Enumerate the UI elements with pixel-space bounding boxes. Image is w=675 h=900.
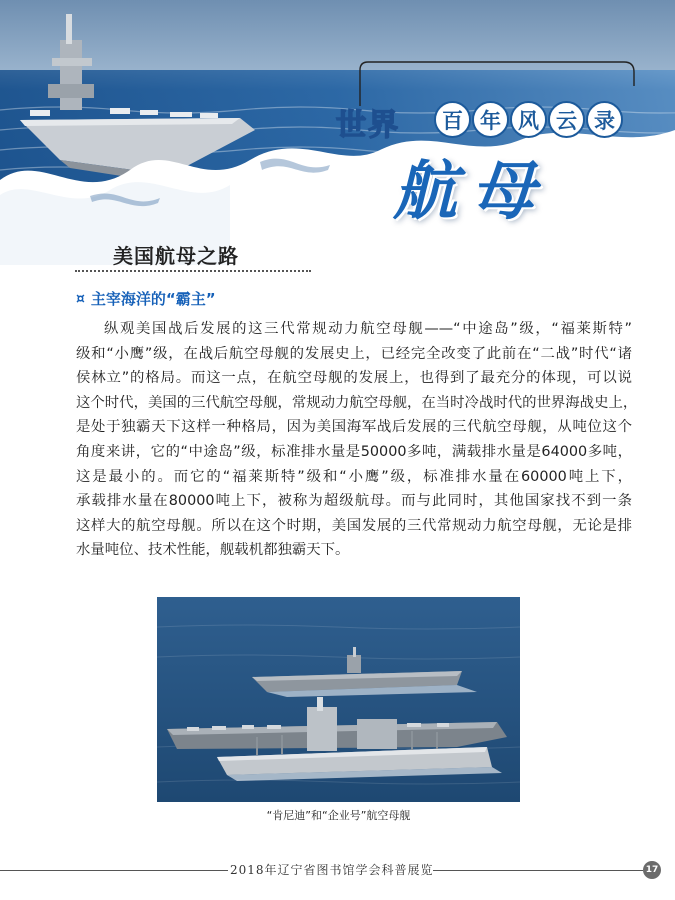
footer-rule-left — [0, 870, 228, 871]
header-title-big: 航母 — [393, 154, 549, 229]
body-paragraph — [76, 317, 638, 563]
subtitle-char: 年 — [472, 101, 509, 138]
body-line: 这样大的航空母舰。所以在这个时期，美国发展的三代常规动力航空母舰，无论是排 — [76, 517, 632, 534]
body-line: 级和“小鹰”级，在战后航空母舰的发展史上，已经完全改变了此前在“二战”时代“诸 — [76, 345, 632, 362]
subtitle-char: 录 — [586, 101, 623, 138]
header-title-small: 世界 — [336, 108, 400, 143]
carrier-photo — [157, 597, 520, 802]
footer-rule-right — [433, 870, 643, 871]
body-line: 承载排水量在80000吨上下，被称为超级航母。而与此同时，其他国家找不到一条 — [76, 493, 632, 510]
currency-sign-icon: ¤ — [76, 290, 85, 307]
body-line: 角度来讲，它的“中途岛”级，标准排水量是50000多吨，满载排水量是64000多吨， — [76, 443, 632, 460]
photo-caption: “肯尼迪”和“企业号”航空母舰 — [266, 809, 411, 822]
carrier-photo-image — [157, 597, 520, 802]
body-line: 水量吨位、技术性能，舰载机都独霸天下。 — [76, 542, 350, 559]
footer-text: 2018年辽宁省图书馆学会科普展览 — [230, 863, 434, 877]
subheading-text: 主宰海洋的“霸主” — [90, 290, 216, 308]
section-divider — [75, 270, 311, 272]
subheading — [76, 288, 216, 309]
body-line: 侯林立”的格局。而这一点，在航空母舰的发展上，也得到了最充分的体现，可以说 — [76, 370, 632, 387]
subtitle-char: 云 — [548, 101, 585, 138]
section-title: 美国航母之路 — [113, 244, 239, 268]
subtitle-char: 风 — [510, 101, 547, 138]
header-subtitle — [434, 101, 623, 135]
body-line: 这是最小的。而它的“福莱斯特”级和“小鹰”级，标准排水量在60000吨上下， — [76, 468, 632, 485]
body-line: 纵观美国战后发展的这三代常规动力航空母舰——“中途岛”级，“福莱斯特” — [104, 321, 632, 337]
subtitle-char: 百 — [434, 101, 471, 138]
page-number: 17 — [643, 861, 661, 879]
body-line: 是处于独霸天下这样一种格局，因为美国海军战后发展的三代航空母舰，从吨位这个 — [76, 419, 632, 436]
body-line: 这个时代，美国的三代航空母舰，常规动力航空母舰，在当时冷战时代的世界海战史上， — [76, 394, 638, 411]
